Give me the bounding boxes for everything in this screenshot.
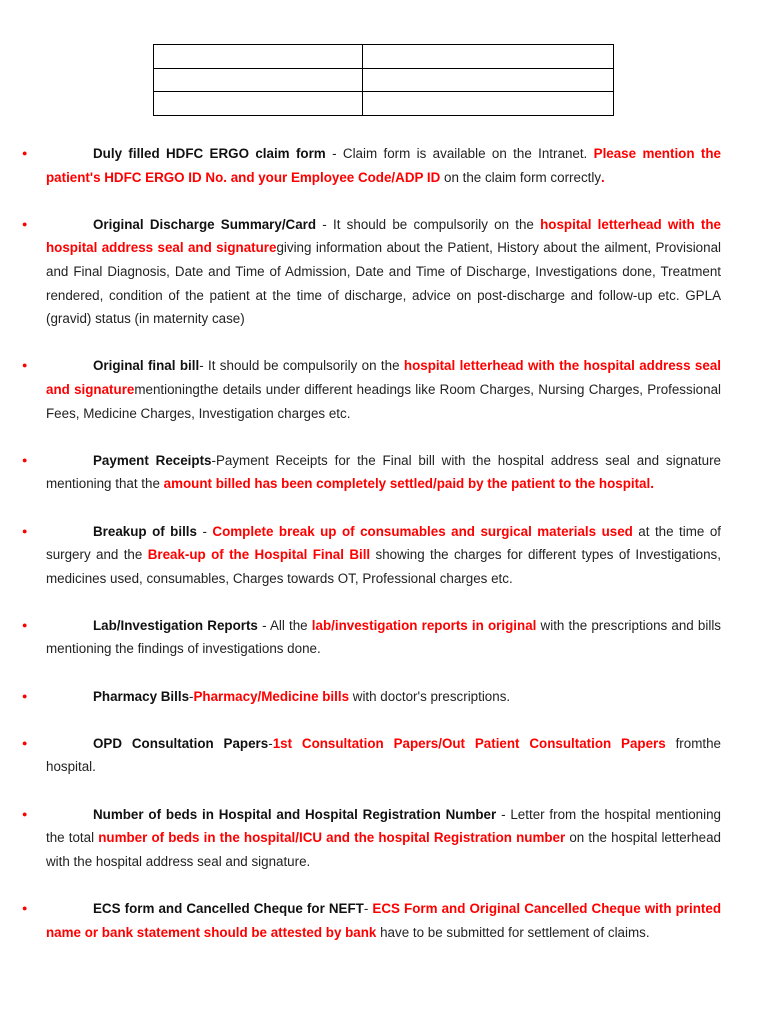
bullet-icon: ● (22, 148, 28, 158)
item-text: fromthe hospital. (46, 735, 721, 775)
bullet-icon: ● (22, 808, 28, 819)
item-heading: Breakup of bills (93, 523, 197, 539)
table-cell (363, 92, 614, 116)
item-heading: Number of beds in Hospital and Hospital Registration Number (93, 806, 497, 822)
item-highlight: number of beds in the hospital/ICU and the hospital Registration number (98, 830, 566, 846)
item-highlight: lab/investigation reports in original (311, 617, 537, 633)
item-text: -Payment Receipts for the Final bill with the hospital address seal and signature mentioning that the (46, 452, 721, 492)
list-item-lab-reports (22, 614, 721, 661)
claim-documents-list (0, 142, 768, 968)
item-text: - All the (257, 617, 312, 633)
list-item-ecs-form (22, 897, 721, 944)
list-item-hospital-beds (22, 803, 721, 874)
table-cell (154, 68, 363, 92)
bullet-icon: ● (22, 360, 28, 371)
item-text: - (196, 523, 213, 539)
bullet-icon: ● (22, 525, 28, 536)
table-cell (154, 92, 363, 116)
bullet-icon: ● (22, 737, 28, 748)
bullet-icon: ● (22, 690, 28, 701)
item-highlight: Pharmacy/Medicine bills (193, 688, 350, 704)
table-row (154, 92, 614, 116)
item-text: - (363, 901, 373, 916)
item-heading: ECS form and Cancelled Cheque for NEFT (93, 901, 364, 916)
item-text: mentioningthe details under different headings like Room Charges, Nursing Charges, Professional Fees, Medicine Charges, Investigation charges etc. (46, 381, 721, 421)
table-row (154, 68, 614, 92)
item-text: have to be submitted for settlement of claims. (376, 924, 650, 940)
item-heading: Duly filled HDFC ERGO claim form (93, 146, 326, 161)
header-table (153, 44, 614, 116)
item-heading: Pharmacy Bills (93, 688, 190, 704)
bullet-icon: ● (22, 903, 28, 913)
list-item-final-bill (22, 354, 721, 425)
list-item-payment-receipts (22, 449, 721, 496)
item-highlight: . (601, 169, 605, 185)
item-heading: Payment Receipts (93, 452, 212, 468)
list-item-opd-papers (22, 732, 721, 779)
item-heading: Original Discharge Summary/Card (93, 216, 317, 232)
item-highlight: ECS Form and Original Cancelled Cheque with printed name or bank statement should be attested by bank (46, 901, 721, 940)
bullet-icon: ● (22, 619, 28, 630)
item-text: with doctor's prescriptions. (349, 688, 511, 704)
item-text: with the prescriptions and bills mentioning the findings of investigations done. (46, 617, 721, 657)
bullet-icon: ● (22, 454, 28, 465)
item-highlight: 1st Consultation Papers/Out Patient Consultation Papers (272, 735, 666, 751)
item-text: on the claim form correctly (440, 169, 602, 185)
item-text: - (189, 688, 194, 704)
item-text: at the time of surgery and the (46, 523, 722, 563)
list-item-discharge-summary (22, 213, 721, 331)
item-text: - It should be compulsorily on the (199, 358, 404, 374)
item-text: - Claim form is available on the Intranet. (325, 146, 594, 161)
list-item-breakup-of-bills (22, 520, 722, 591)
item-heading: OPD Consultation Papers (93, 735, 269, 751)
list-item-pharmacy-bills (22, 685, 721, 709)
list-item-claim-form (22, 142, 721, 189)
table-cell (154, 45, 363, 69)
item-highlight: Please mention the patient's HDFC ERGO ID No. and your Employee Code/ADP ID (46, 146, 721, 185)
item-text: - It should be compulsorily on the (316, 216, 541, 232)
item-text: - Letter from the hospital mentioning the total (46, 806, 721, 846)
item-text: showing the charges for different types of Investigations, medicines used, consumables, Charges towards OT, Professional charges etc. (46, 547, 721, 586)
item-highlight: hospital letterhead with the hospital address seal and signature (46, 216, 721, 256)
table-cell (363, 45, 614, 69)
item-highlight: amount billed has been completely settled/paid by the patient to the hospital. (163, 476, 654, 492)
item-heading: Lab/Investigation Reports (93, 617, 258, 633)
item-highlight: hospital letterhead with the hospital address seal and signature (46, 358, 721, 397)
item-highlight: Complete break up of consumables and surgical materials used (212, 523, 633, 539)
item-text: giving information about the Patient, History about the ailment, Provisional and Final Diagnosis, Date and Time of Admission, Date and Time of Discharge, Investigations done, Treatment rendered, condition of the patient at the time of discharge, advice on post-discharge and follow-up etc. GPLA (gravid) status (in maternity case) (46, 240, 721, 327)
item-highlight: Break-up of the Hospital Final Bill (147, 547, 371, 563)
item-heading: Original final bill (93, 358, 200, 374)
table-cell (363, 68, 614, 92)
item-text: on the hospital letterhead with the hospital address seal and signature. (46, 830, 721, 869)
item-text: - (268, 735, 273, 751)
table-row (154, 45, 614, 69)
bullet-icon: ● (22, 218, 28, 229)
